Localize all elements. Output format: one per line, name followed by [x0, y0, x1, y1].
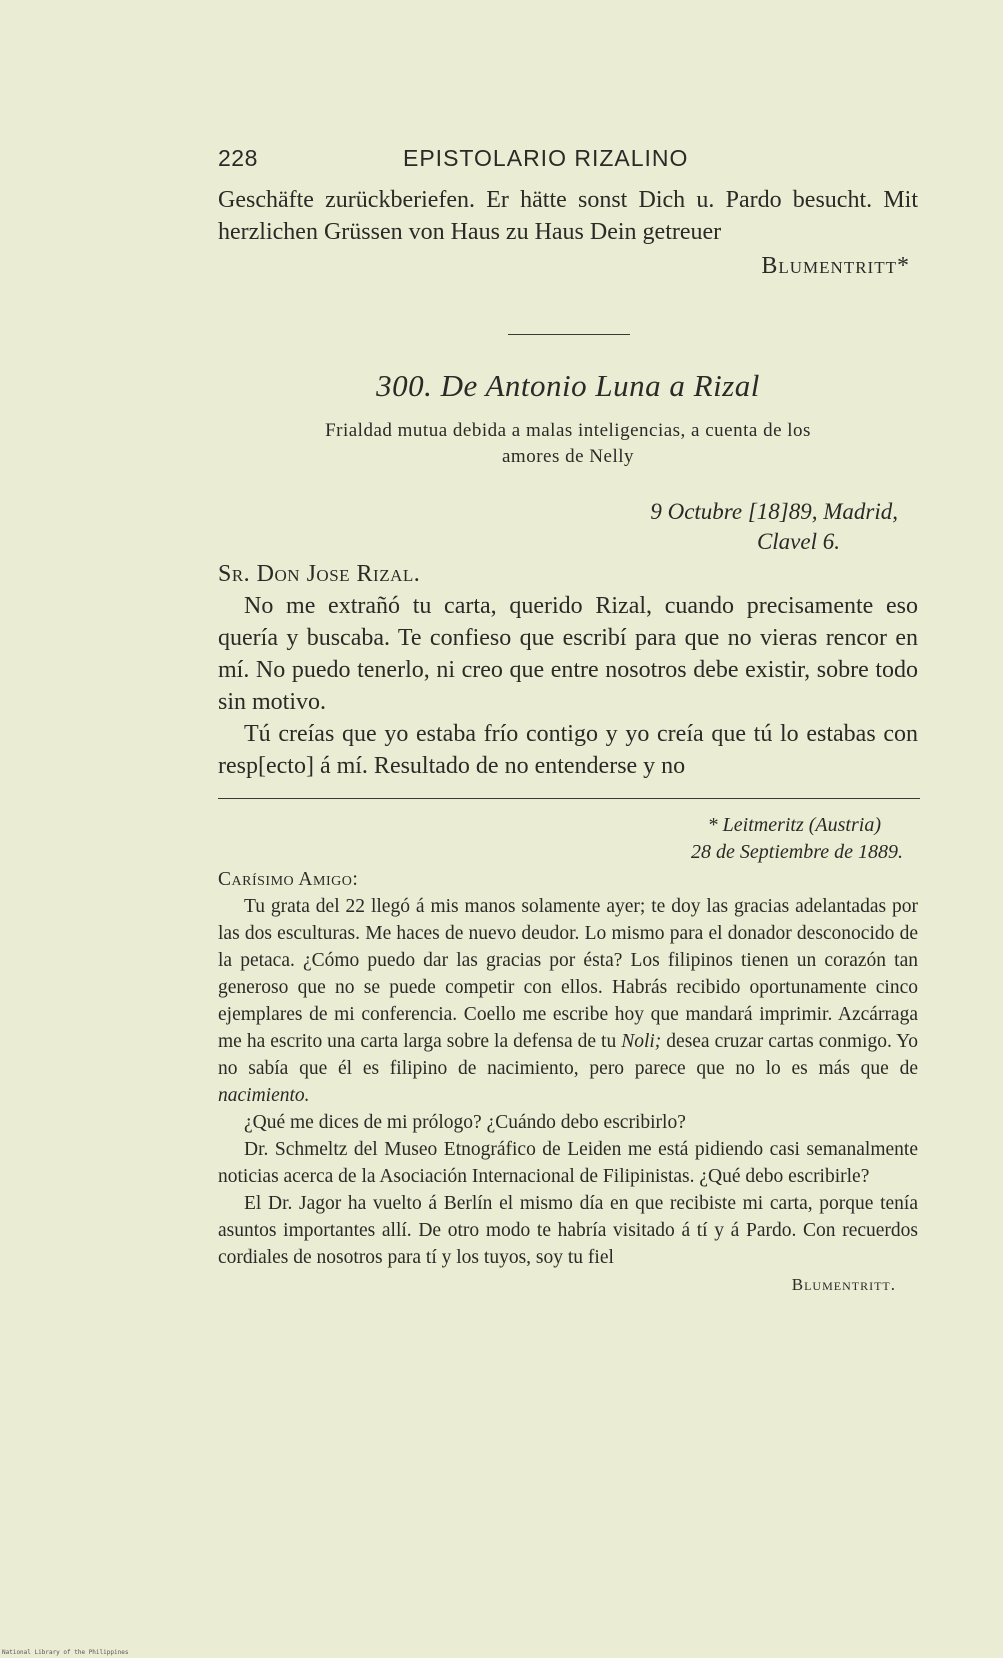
footnote-signature: Blumentritt.	[791, 1275, 896, 1294]
footnote-paragraph-3: Dr. Schmeltz del Museo Etnográfico de Leiden me está pidiendo casi semanalmente noticias acerca de la Asociación Internacional de Filipinistas. ¿Qué debo escribirle?	[218, 1139, 918, 1187]
letter-summary	[218, 418, 918, 470]
footnote-p1-noli: Noli;	[621, 1031, 662, 1052]
footnote-p1-text-a: Tu grata del 22 llegó á mis manos solamente ayer; te doy las gracias adelantadas por las dos esculturas. Me haces de nuevo deudor. Lo mismo para el donador desconocido de la petaca. ¿Cómo puedo dar las gracias por ésta? Los filipinos tienen un corazón tan generoso que no se puede competir con ellos. Habrás recibido oportunamente cinco ejemplares de mi conferencia. Coello me escribe hoy que mandará imprimir. Azcárraga me ha escrito una carta larga sobre la defensa de tu	[218, 896, 918, 1052]
letter-date: 9 Octubre [18]89, Madrid,	[650, 499, 898, 524]
letter-title: 300. De Antonio Luna a Rizal	[376, 368, 760, 403]
footnote-p1-text-b: desea cruzar cartas conmigo. Yo no sabía que él es filipino de nacimiento, pero parece que no lo es más que de	[218, 1031, 918, 1079]
page-number: 228	[218, 145, 258, 171]
letter-paragraph-1: No me extrañó tu carta, querido Rizal, cuando precisamente eso quería y buscaba. Te confieso que escribí para que no vieras rencor en mí. No puedo tenerlo, ni creo que entre nosotros debe existir, sobre todo sin motivo.	[218, 593, 918, 715]
letter-salutation: Sr. Don Jose Rizal.	[218, 561, 421, 587]
separator-rule	[508, 334, 630, 335]
letter-body	[218, 558, 918, 782]
footnote-p1-nacimiento: nacimiento.	[218, 1085, 310, 1106]
footnote-rule	[218, 798, 920, 799]
previous-letter-ending	[218, 184, 918, 282]
footnote-paragraph-2: ¿Qué me dices de mi prólogo? ¿Cuándo debo escribirlo?	[244, 1112, 686, 1133]
previous-letter-text: Geschäfte zurückberiefen. Er hätte sonst Dich u. Pardo besucht. Mit herzlichen Grüssen von Haus zu Haus Dein getreuer	[218, 187, 918, 245]
footnote-date: 28 de Septiembre de 1889.	[691, 841, 903, 863]
running-title: EPISTOLARIO RIZALINO	[403, 145, 689, 171]
footnote-salutation: Carísimo Amigo:	[218, 869, 359, 890]
previous-letter-signature: Blumentritt*	[761, 253, 910, 279]
footnote-letter	[218, 866, 918, 1298]
letter-paragraph-2: Tú creías que yo estaba frío contigo y yo creía que tú lo estabas con resp[ecto] á mí. Resultado de no entenderse y no	[218, 721, 918, 779]
footnote-paragraph-1	[218, 893, 918, 1109]
letter-summary-line-2: amores de Nelly	[501, 446, 634, 467]
letter-summary-line-1: Frialdad mutua debida a malas inteligencias, a cuenta de los	[325, 420, 811, 441]
footnote-place: * Leitmeritz (Austria)	[707, 814, 881, 836]
library-watermark: National Library of the Philippines	[2, 1649, 129, 1656]
footnote-dateline	[218, 812, 903, 866]
letter-address: Clavel 6.	[756, 529, 840, 554]
letter-dateline	[218, 497, 898, 557]
footnote-paragraph-4: El Dr. Jagor ha vuelto á Berlín el mismo día en que recibiste mi carta, porque tenía asuntos importantes allí. De otro modo te habría visitado á tí y á Pardo. Con recuerdos cordiales de nosotros para tí y los tuyos, soy tu fiel	[218, 1193, 918, 1268]
